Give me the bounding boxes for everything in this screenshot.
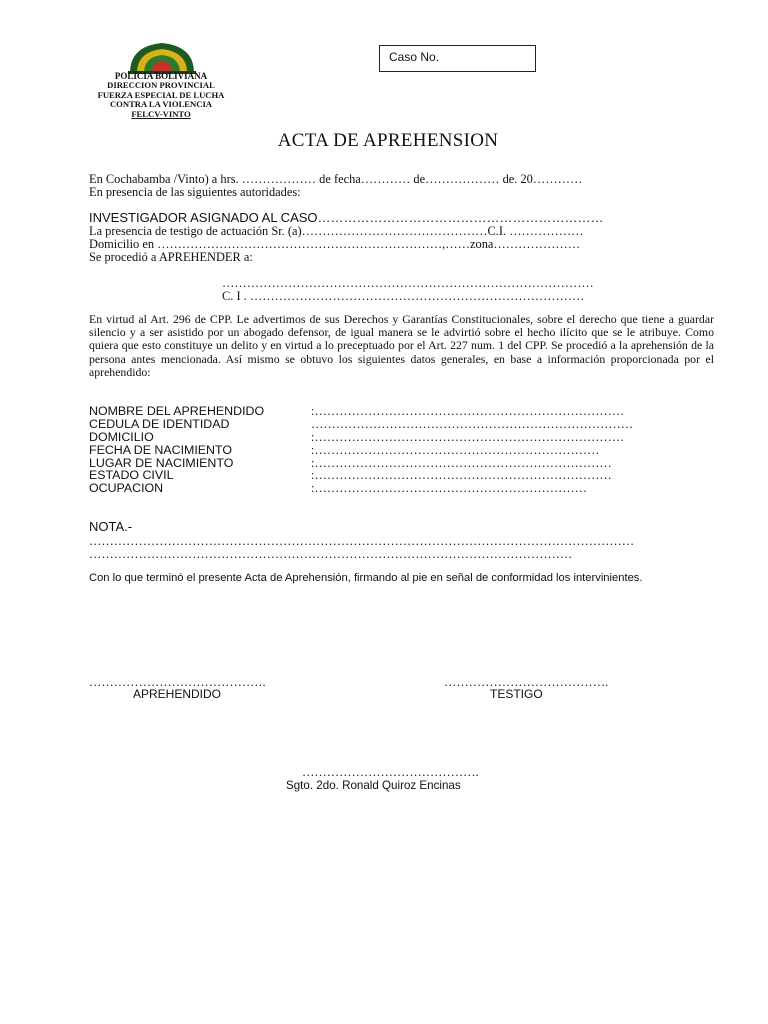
field-blank: :………………………………………………………………	[311, 468, 612, 483]
org-line-2: DIRECCION PROVINCIAL	[107, 80, 215, 91]
aprehendido-name-blank: ………………………………………………………………………………	[222, 276, 594, 290]
field-label: FECHA DE NACIMIENTO	[89, 442, 232, 457]
nota-label: NOTA.-	[89, 519, 133, 534]
case-number-label: Caso No.	[389, 50, 440, 64]
org-line-3: FUERZA ESPECIAL DE LUCHA	[97, 89, 225, 100]
aprehendido-ci-blank: C. I . ………………………………………………………………………	[222, 289, 585, 303]
field-label: OCUPACION	[89, 481, 164, 496]
field-label: NOMBRE DEL APREHENDIDO	[89, 404, 265, 418]
aprehender-line: Se procedió a APREHENDER a:	[89, 250, 253, 264]
investigador-line: INVESTIGADOR ASIGNADO AL CASO…………………………………………………………	[89, 210, 604, 225]
nota-blank-line-1: ……………………………………………………………………………………………………………………	[89, 534, 635, 548]
intro-line-1: En Cochabamba /Vinto) a hrs. ……………… de fecha………… de……………… de. 20…………	[89, 172, 583, 186]
police-emblem-icon	[126, 40, 198, 74]
organization-header	[80, 72, 242, 119]
field-blank: :…………………………………………………………………	[311, 429, 625, 444]
field-label: LUGAR DE NACIMIENTO	[89, 455, 234, 470]
officer-name: Sgto. 2do. Ronald Quiroz Encinas	[286, 779, 461, 792]
field-blank: :…………………………………………………………………	[311, 404, 625, 418]
org-line-1: POLICIA BOLIVIANA	[114, 71, 208, 81]
officer-signature-line: …………………………………….	[302, 765, 479, 779]
field-label: CEDULA DE IDENTIDAD	[89, 416, 230, 431]
nota-blank-line-2: ………………………………………………………………………………………………………	[89, 547, 573, 561]
domicilio-line: Domicilio en ……………………………………………………………,……zona…………………	[89, 237, 581, 251]
org-line-4: CONTRA LA VIOLENCIA	[109, 99, 213, 110]
rights-paragraph: En virtud al Art. 296 de CPP. Le advertimos de sus Derechos y Garantías Constitucionales, sobre el derecho que tiene a guardar silencio y a ser asistido por un abogado defensor, de igual manera se le advirtió sobre el hecho ilícito que se le atribuye. Como quiera que esto constituye un delito y en virtud a lo preceptuado por el Art. 227 num. 1 del CPP. Se procedió a la aprehensión de la persona antes mencionada. Así mismo se obtuvo los siguientes datos generales, en base a información proporcionada por el aprehendido:	[89, 312, 714, 379]
field-label: DOMICILIO	[89, 429, 154, 444]
field-blank: :……………………………………………………………	[311, 442, 600, 457]
case-number-box	[379, 45, 536, 72]
intro-line-2: En presencia de las siguientes autoridades:	[89, 185, 301, 199]
testigo-signature-label: TESTIGO	[490, 687, 543, 701]
closing-statement: Con lo que terminó el presente Acta de Aprehensión, firmando al pie en señal de conformidad los intervinientes.	[89, 572, 643, 584]
aprehendido-signature-line: …………………………………….	[89, 675, 266, 689]
org-line-5: FELCV-VINTO	[131, 108, 191, 119]
testigo-signature-line: ………………………………….	[444, 675, 609, 689]
document-title: ACTA DE APREHENSION	[277, 130, 499, 151]
field-blank: :………………………………………………………………	[311, 455, 612, 470]
testigo-line: La presencia de testigo de actuación Sr. (a)………………………………………C.I. ………………	[89, 224, 584, 238]
aprehendido-signature-label: APREHENDIDO	[133, 687, 222, 701]
field-blank: ……………………………………………………………………	[311, 416, 634, 431]
field-blank: :…………………………………………………………	[311, 481, 588, 496]
field-label: ESTADO CIVIL	[89, 468, 174, 483]
